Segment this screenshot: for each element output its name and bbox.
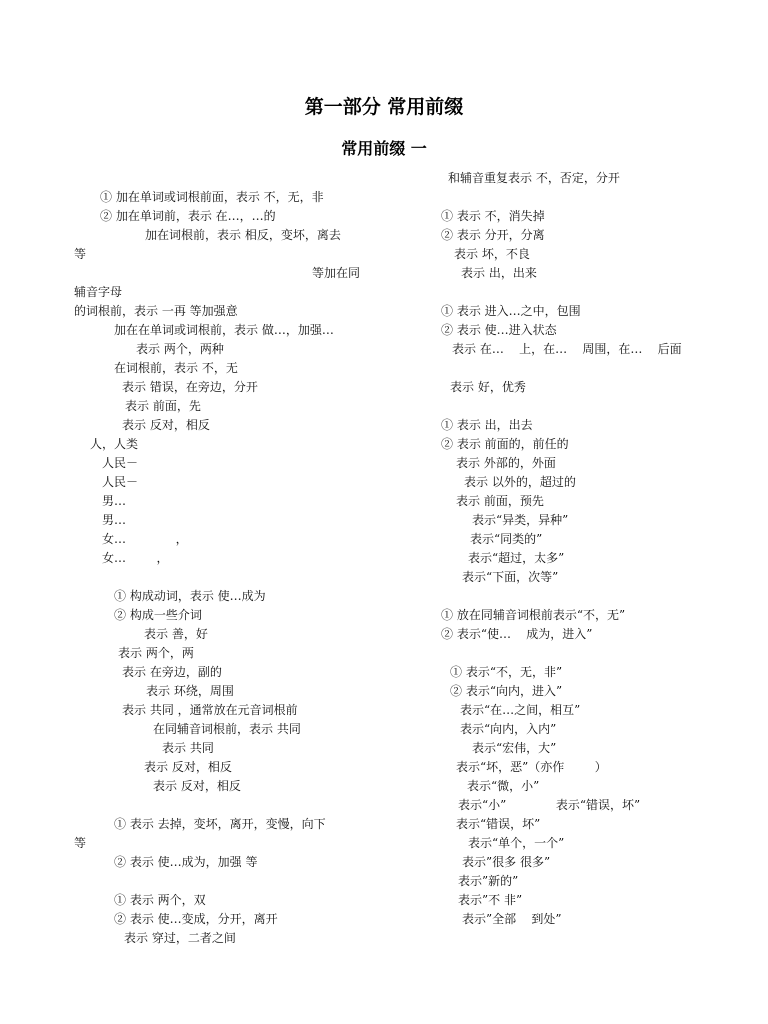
- right-line: 表示“在…之间，相互”: [460, 703, 581, 717]
- section-title: 常用前缀 一: [341, 139, 427, 158]
- right-line: 表示 好，优秀: [450, 380, 526, 394]
- left-line: ① 构成动词，表示 使…成为: [114, 589, 266, 603]
- right-line: 表示“向内，入内”: [460, 722, 557, 736]
- right-line: 表示 坏，不良: [454, 247, 530, 261]
- left-line: 等: [74, 836, 87, 850]
- left-line: 加在在单词或词根前，表示 做…，加强…: [114, 323, 334, 337]
- right-line: 表示 在… 上，在… 周围，在… 后面: [452, 342, 682, 356]
- right-line: ② 表示 前面的，前任的: [441, 437, 569, 451]
- right-line: 表示“小” 表示“错误，坏”: [458, 798, 641, 812]
- left-line: ① 表示 两个，双: [114, 893, 206, 907]
- left-line: 在词根前，表示 不，无: [114, 361, 238, 375]
- right-line: 和辅音重复表示 不，否定，分开: [448, 171, 620, 185]
- left-line: ② 构成一些介词: [114, 608, 202, 622]
- left-line: 加在词根前，表示 相反，变坏，离去: [145, 228, 341, 242]
- left-line: 等加在同: [312, 266, 361, 280]
- left-line: 等: [74, 247, 87, 261]
- right-line: 表示“超过，太多”: [468, 551, 565, 565]
- right-line: 表示”很多 很多”: [462, 855, 551, 869]
- left-line: 男…: [102, 513, 127, 527]
- left-line: 人民－: [102, 475, 139, 489]
- right-line: ② 表示 使…进入状态: [441, 323, 557, 337]
- right-line: 表示“下面，次等”: [462, 570, 559, 584]
- right-line: ① 表示 出，出去: [441, 418, 533, 432]
- right-line: 表示 前面，预先: [456, 494, 544, 508]
- right-line: 表示”不 非”: [458, 893, 523, 907]
- page-title: 第一部分 常用前缀: [304, 96, 464, 118]
- right-line: 表示“微，小”: [467, 779, 540, 793]
- left-line: 表示 前面，先: [125, 399, 201, 413]
- left-line: 的词根前，表示 一再 等加强意: [74, 304, 238, 318]
- right-line: ① 表示 进入…之中，包围: [441, 304, 581, 318]
- left-line: ① 加在单词或词根前面，表示 不，无，非: [100, 190, 324, 204]
- left-line: 表示 共同 ，通常放在元音词根前: [122, 703, 298, 717]
- right-line: 表示”新的”: [458, 874, 519, 888]
- left-line: 在同辅音词根前，表示 共同: [153, 722, 301, 736]
- left-line: 表示 环绕，周围: [146, 684, 234, 698]
- left-line: 男…: [102, 494, 127, 508]
- right-line: 表示“宏伟，大”: [472, 741, 557, 755]
- left-line: 表示 两个，两: [118, 646, 194, 660]
- right-line: 表示“同类的”: [470, 532, 543, 546]
- right-line: ① 放在同辅音词根前表示“不，无”: [441, 608, 626, 622]
- left-line: ② 表示 使…变成，分开，离开: [114, 912, 278, 926]
- left-line: 女… ，: [102, 532, 188, 546]
- right-line: ① 表示“不，无，非”: [450, 665, 563, 679]
- right-line: 表示 外部的，外面: [456, 456, 556, 470]
- left-line: ② 表示 使…成为，加强 等: [114, 855, 258, 869]
- left-line: 表示 错误，在旁边，分开: [122, 380, 258, 394]
- right-line: 表示“异类，异种”: [472, 513, 569, 527]
- right-line: 表示”全部 到处”: [462, 912, 562, 926]
- left-line: 表示 两个，两种: [136, 342, 224, 356]
- left-line: 表示 善，好: [144, 627, 208, 641]
- right-line: ② 表示 分开，分离: [441, 228, 545, 242]
- right-line: 表示“错误，坏”: [456, 817, 541, 831]
- right-line: ② 表示“向内，进入”: [450, 684, 563, 698]
- left-line: ① 表示 去掉，变坏，离开，变慢，向下: [114, 817, 326, 831]
- left-line: 表示 共同: [162, 741, 214, 755]
- left-line: 表示 穿过，二者之间: [124, 931, 236, 945]
- right-line: 表示 出，出来: [461, 266, 537, 280]
- right-line: 表示 以外的，超过的: [464, 475, 576, 489]
- left-line: 人民－: [102, 456, 139, 470]
- right-line: ② 表示“使… 成为，进入”: [441, 627, 593, 641]
- left-line: 女… ，: [102, 551, 169, 565]
- left-line: 表示 反对，相反: [153, 779, 241, 793]
- left-line: 表示 在旁边，副的: [122, 665, 222, 679]
- right-line: 表示“单个，一个”: [468, 836, 565, 850]
- left-line: 人，人类: [90, 437, 139, 451]
- right-line: ① 表示 不，消失掉: [441, 209, 545, 223]
- left-line: 表示 反对，相反: [144, 760, 232, 774]
- left-line: 表示 反对，相反: [122, 418, 210, 432]
- left-line: ② 加在单词前，表示 在…，…的: [100, 209, 276, 223]
- left-line: 辅音字母: [74, 285, 123, 299]
- right-line: 表示“坏，恶”（亦作 ）: [456, 760, 607, 774]
